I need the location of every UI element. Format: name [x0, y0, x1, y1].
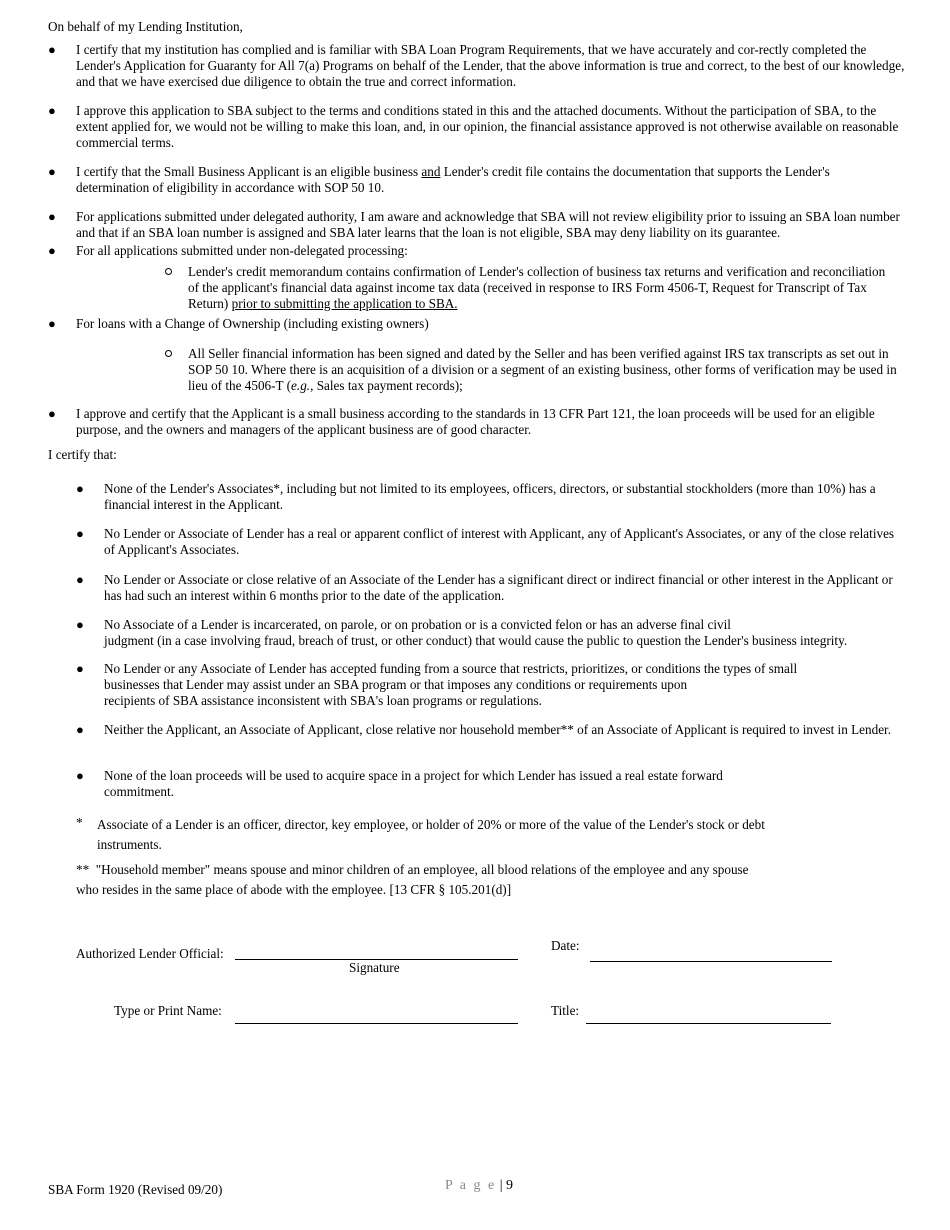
change-of-ownership-subitem: All Seller financial information has been signed and dated by the Seller and has been verified against IRS tax transcripts as set out in SOP 50 10. Where there is an acquisition of a division or a segment of an existing business, other forms of verification may be used in lieu of the 4506-T (e.g., Sales tax payment records);: [188, 346, 897, 393]
bullet-icon: ●: [48, 164, 56, 179]
title-label: Title:: [551, 1003, 580, 1018]
certify-heading: I certify that:: [48, 447, 117, 462]
associate-item-7: None of the loan proceeds will be used to acquire space in a project for which Lender has issued a real estate forward commitment.: [104, 768, 723, 799]
certification-3: I certify that the Small Business Applicant is an eligible business and Lender's credit file contains the documentation that supports the Lender's determination of eligibility in accordance with SOP 50 10.: [76, 164, 830, 195]
title-line[interactable]: [586, 1023, 831, 1024]
certification-1: I certify that my institution has complied and is familiar with SBA Loan Program Requirements, that we have accurately and cor-rectly completed the Lender's Application for Guaranty for All 7(a) Programs on behalf of the Lender, that the above information is true and correct, to the best of our knowledge, and that we have exercised due diligence to obtain the true and correct information.: [76, 42, 905, 89]
circle-bullet-icon: [165, 268, 172, 275]
associate-item-6: Neither the Applicant, an Associate of Applicant, close relative nor household member** of an Associate of Applicant is required to invest in Lender.: [104, 722, 892, 737]
associate-item-5: No Lender or any Associate of Lender has accepted funding from a source that restricts, prioritizes, or conditions the types of small businesses that Lender may assist under an SBA program or that imposes any conditions or requirements upon recipients of SBA assistance inconsistent with SBA's loan programs or regulations.: [104, 661, 798, 708]
non-delegated-subitem: Lender's credit memorandum contains confirmation of Lender's collection of business tax returns and verification and reconciliation of the applicant's financial data against income tax data (received in response to IRS Form 4506-T, Request for Transcript of Tax Return) prior to submitting the application to SBA.: [188, 264, 886, 311]
bullet-icon: ●: [48, 316, 56, 331]
certification-6: For loans with a Change of Ownership (including existing owners): [76, 316, 429, 331]
signature-caption: Signature: [349, 960, 400, 975]
bullet-icon: ●: [76, 526, 84, 541]
bullet-icon: ●: [76, 722, 84, 737]
associate-item-4: No Associate of a Lender is incarcerated, on parole, or on probation or is a convicted felon or has an adverse final civil judgment (in a case involving fraud, breach of trust, or other conduct) that would cause the public to question the Lender's business integrity.: [104, 617, 848, 648]
bullet-icon: ●: [48, 103, 56, 118]
bullet-icon: ●: [76, 661, 84, 676]
intro-text: On behalf of my Lending Institution,: [48, 19, 243, 34]
print-name-line[interactable]: [235, 1023, 518, 1024]
print-name-label: Type or Print Name:: [114, 1003, 222, 1018]
associate-item-1: None of the Lender's Associates*, including but not limited to its employees, officers, directors, or substantial stockholders (more than 10%) has a financial interest in the Applicant.: [104, 481, 876, 512]
authorized-official-label: Authorized Lender Official:: [76, 946, 224, 961]
footnote-star-mark: *: [76, 815, 83, 830]
footnote-household-member: ** "Household member" means spouse and minor children of an employee, all blood relations of the employee and any spouse who resides in the same place of abode with the employee. [13 CFR § 105.201(d)]: [76, 862, 749, 897]
associate-item-2: No Lender or Associate of Lender has a real or apparent conflict of interest with Applicant, any of Applicant's Associates, or any of the close relatives of Applicant's Associates.: [104, 526, 895, 557]
bullet-icon: ●: [76, 481, 84, 496]
page-number: 9: [506, 1178, 514, 1193]
form-identifier: SBA Form 1920 (Revised 09/20): [48, 1182, 223, 1197]
date-label: Date:: [551, 938, 580, 953]
bullet-icon: ●: [76, 572, 84, 587]
bullet-icon: ●: [48, 406, 56, 421]
certification-5: For all applications submitted under non-delegated processing:: [76, 243, 408, 258]
circle-bullet-icon: [165, 350, 172, 357]
date-line[interactable]: [590, 961, 832, 962]
bullet-icon: ●: [48, 243, 56, 258]
certification-2: I approve this application to SBA subject to the terms and conditions stated in this and the attached documents. Without the participation of SBA, to the extent applied for, we would not be willing to make this loan, and, in our opinion, the financial assistance approved is not otherwise available on reasonable commercial terms.: [76, 103, 899, 150]
associate-item-3: No Lender or Associate or close relative of an Associate of the Lender has a significant direct or indirect financial or other interest in the Applicant or has had such an interest within 6 months prior to the date of the application.: [104, 572, 893, 603]
certification-7: I approve and certify that the Applicant is a small business according to the standards in 13 CFR Part 121, the loan proceeds will be used for an eligible purpose, and the owners and managers of the applicant business are of good character.: [76, 406, 875, 437]
footnote-associate: Associate of a Lender is an officer, director, key employee, or holder of 20% or more of the value of the Lender's stock or debt instruments.: [97, 817, 765, 852]
bullet-icon: ●: [76, 768, 84, 783]
bullet-icon: ●: [76, 617, 84, 632]
bullet-icon: ●: [48, 42, 56, 57]
bullet-icon: ●: [48, 209, 56, 224]
certification-4: For applications submitted under delegated authority, I am aware and acknowledge that SBA will not review eligibility prior to issuing an SBA loan number and that if an SBA loan number is assigned and SBA later learns that the loan is not eligible, SBA may deny liability on its guarantee.: [76, 209, 900, 240]
page-indicator: P a g e | 9: [445, 1178, 514, 1193]
